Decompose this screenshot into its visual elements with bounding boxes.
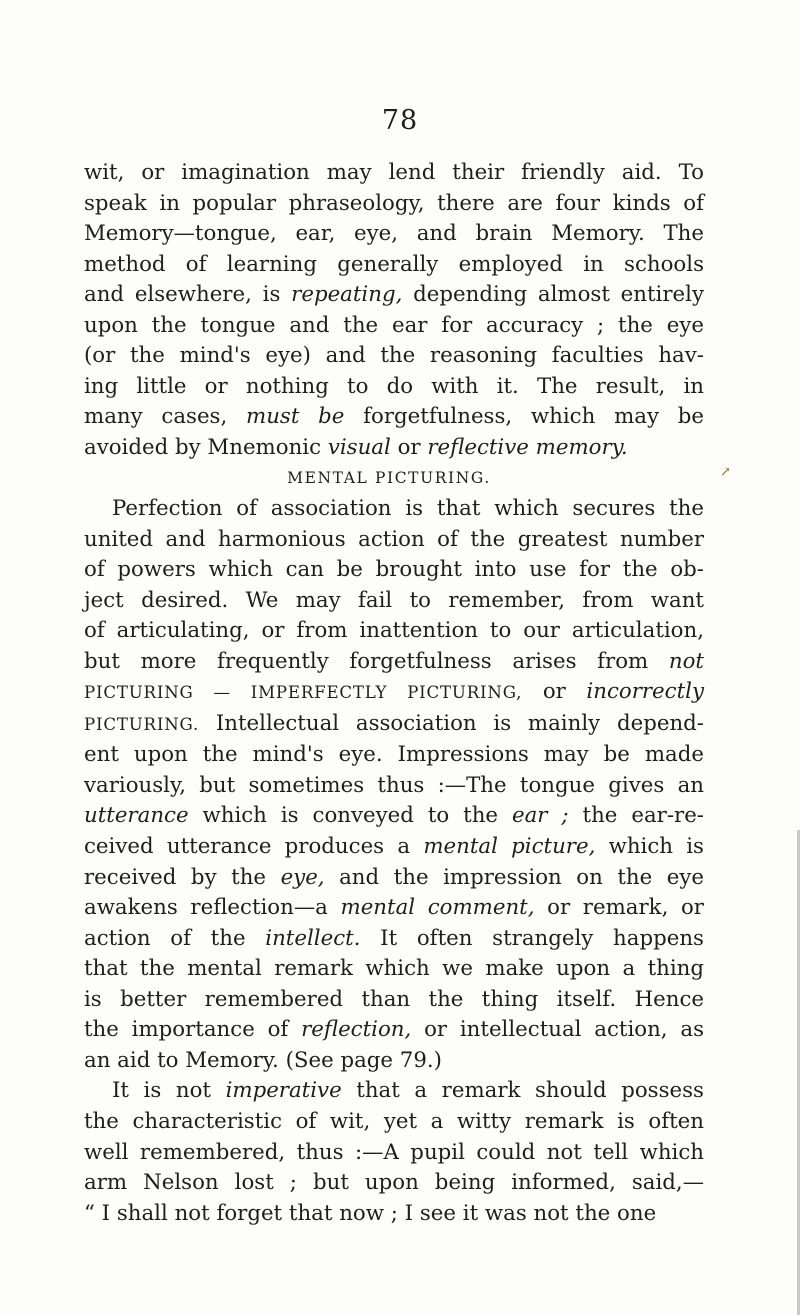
text-line xyxy=(84,1107,704,1138)
text-line xyxy=(84,1168,704,1199)
text-run: mental comment, xyxy=(340,895,535,921)
text-run: imperative xyxy=(225,1078,342,1104)
text-line xyxy=(84,677,704,709)
text-run: the ear-re- xyxy=(568,803,704,829)
text-run: PICTURING. xyxy=(84,714,200,734)
text-run: depending almost entirely xyxy=(402,282,704,308)
text-line xyxy=(84,250,704,281)
text-run: avoided by Mnemonic xyxy=(84,434,328,460)
text-run: many cases, xyxy=(84,404,246,430)
text-run: the characteristic of wit, yet a witty remark is often xyxy=(84,1108,704,1134)
text-run: Intellectual association is mainly depend- xyxy=(199,710,704,736)
text-run: speak in popular phraseology, there are four kinds of xyxy=(84,190,704,216)
text-line xyxy=(84,954,704,985)
text-line xyxy=(84,647,704,678)
text-line xyxy=(84,219,704,250)
text-run: Memory—tongue, ear, eye, and brain Memory. The xyxy=(84,221,704,247)
text-run: that a remark should possess xyxy=(341,1078,704,1104)
text-run: which is conveyed to the xyxy=(188,803,512,829)
section-heading: MENTAL PICTURING. xyxy=(287,469,491,488)
text-run: mental picture, xyxy=(423,834,596,860)
text-run: reflective memory. xyxy=(427,434,628,460)
text-run: wit, or imagination may lend their friendly aid. To xyxy=(84,160,704,185)
text-run: action of the xyxy=(84,925,266,951)
text-run: PICTURING — IMPERFECTLY PICTURING, xyxy=(84,683,523,703)
text-run: not xyxy=(668,648,704,674)
text-run: upon the tongue and the ear for accuracy ; the eye xyxy=(84,312,704,338)
text-run: of powers which can be brought into use for the ob- xyxy=(84,557,704,583)
text-line xyxy=(84,1076,704,1107)
text-run: is better remembered than the thing itself. Hence xyxy=(84,986,704,1012)
text-run: Perfection of association is that which secures the xyxy=(112,496,704,522)
text-line xyxy=(84,402,704,433)
text-run: awakens reflection—a xyxy=(84,895,341,921)
text-run: the importance of xyxy=(84,1017,302,1043)
text-line xyxy=(84,555,704,586)
text-run: or remark, or xyxy=(534,895,704,921)
text-line xyxy=(84,771,704,802)
text-run: visual xyxy=(327,434,391,460)
text-run: utterance xyxy=(84,803,189,829)
text-run: or intellectual action, as xyxy=(411,1017,704,1043)
text-run: of articulating, or from inattention to our articulation, xyxy=(84,618,704,644)
text-line xyxy=(84,1199,704,1230)
text-run: eye, xyxy=(280,864,325,890)
text-run: intellect. xyxy=(265,925,361,951)
text-run: ent upon the mind's eye. Impressions may be made xyxy=(84,742,704,768)
text-run: ject desired. We may fail to remember, from want xyxy=(84,587,704,613)
paragraph-1 xyxy=(84,158,704,463)
paragraph-2 xyxy=(84,494,704,1076)
text-line xyxy=(84,893,704,924)
text-line xyxy=(84,616,704,647)
text-run: ear ; xyxy=(511,803,569,829)
text-run: forgetfulness, which may be xyxy=(344,404,704,430)
text-run: received by the xyxy=(84,864,281,890)
text-line xyxy=(84,433,704,464)
text-line xyxy=(84,525,704,556)
text-run: (or the mind's eye) and the reasoning faculties hav- xyxy=(84,343,704,369)
text-line xyxy=(84,1015,704,1046)
text-line xyxy=(84,863,704,894)
text-line xyxy=(84,494,704,525)
text-run: or xyxy=(522,679,587,705)
text-run: and the impression on the eye xyxy=(324,864,705,890)
text-line xyxy=(84,985,704,1016)
text-run: which is xyxy=(595,834,704,860)
text-run: ing little or nothing to do with it. The result, in xyxy=(84,373,704,399)
text-run: “ I shall not forget that now ; I see it was not the one xyxy=(84,1200,657,1226)
text-run: incorrectly xyxy=(586,679,704,705)
text-run: or xyxy=(390,434,428,460)
text-line xyxy=(84,832,704,863)
text-line xyxy=(84,740,704,771)
text-line xyxy=(84,1046,704,1077)
text-run: method of learning generally employed in schools xyxy=(84,251,704,277)
text-run: but more frequently forgetfulness arises from xyxy=(84,648,669,674)
margin-mark: ↗ xyxy=(720,465,731,480)
text-run: ceived utterance produces a xyxy=(84,834,424,860)
text-run: that the mental remark which we make upon a thing xyxy=(84,956,704,982)
text-line xyxy=(84,372,704,403)
text-run: reflection, xyxy=(301,1017,412,1043)
text-line xyxy=(84,341,704,372)
text-run: It often strangely happens xyxy=(360,925,704,951)
text-run: arm Nelson lost ; but upon being informed, said,— xyxy=(84,1170,704,1196)
text-line xyxy=(84,801,704,832)
text-run: united and harmonious action of the greatest number xyxy=(84,526,704,552)
text-line xyxy=(84,311,704,342)
text-line xyxy=(84,158,704,189)
text-line xyxy=(84,924,704,955)
body-text xyxy=(84,158,704,1229)
text-line xyxy=(84,280,704,311)
paragraph-3 xyxy=(84,1076,704,1229)
text-run: repeating, xyxy=(291,282,403,308)
text-run: well remembered, thus :—A pupil could not tell which xyxy=(84,1139,704,1165)
text-run: It is not xyxy=(112,1078,226,1104)
text-line xyxy=(84,1138,704,1169)
page-number: 78 xyxy=(381,105,419,136)
text-run: must be xyxy=(246,404,345,430)
text-run: and elsewhere, is xyxy=(84,282,292,308)
text-run: variously, but sometimes thus :—The tongue gives an xyxy=(84,772,704,798)
text-line xyxy=(84,586,704,617)
text-line xyxy=(84,709,704,741)
text-run: an aid to Memory. (See page 79.) xyxy=(84,1047,442,1073)
text-line xyxy=(84,189,704,220)
